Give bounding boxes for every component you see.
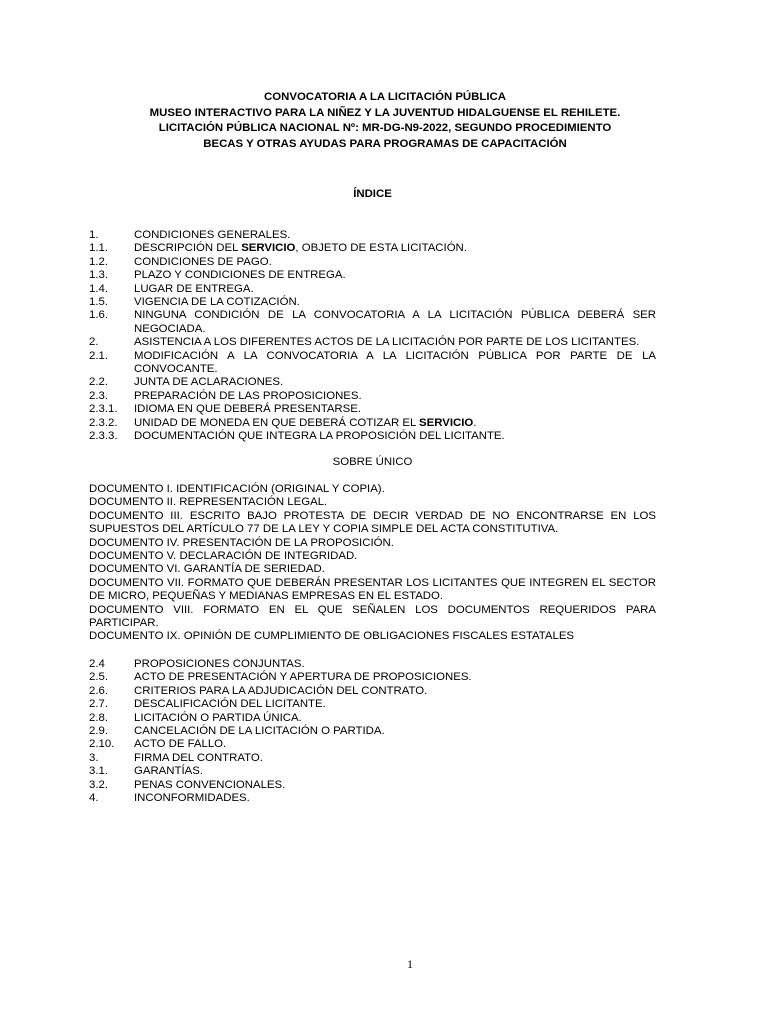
toc-entry-number: 2.1. <box>89 349 108 362</box>
toc-entry <box>89 242 656 255</box>
toc-entry-text: LUGAR DE ENTREGA. <box>134 282 254 295</box>
toc-entry <box>89 269 656 282</box>
toc-entry-text: IDIOMA EN QUE DEBERÁ PRESENTARSE. <box>134 403 362 416</box>
toc-entry-text: PENAS CONVENCIONALES. <box>134 778 286 791</box>
toc-entry <box>89 712 656 725</box>
toc-entry-number: 2.6. <box>89 684 108 697</box>
toc-entry-text: PLAZO Y CONDICIONES DE ENTREGA. <box>134 269 346 282</box>
document-item: DOCUMENTO IX. OPINIÓN DE CUMPLIMIENTO DE OBLIGACIONES FISCALES ESTATALES <box>89 630 575 643</box>
toc-entry-number: 2.8. <box>89 711 108 724</box>
toc-entry-number: 3.2. <box>89 778 108 791</box>
toc-entry-text <box>134 417 656 430</box>
toc-entry-number: 2.4 <box>89 658 105 670</box>
toc-entry-number: 2.3.3. <box>89 430 118 443</box>
toc-entry-text: CANCELACIÓN DE LA LICITACIÓN O PARTIDA. <box>134 725 385 738</box>
toc-entry-text: VIGENCIA DE LA COTIZACIÓN. <box>134 296 300 309</box>
toc-entry-bold-term: SERVICIO <box>419 416 474 429</box>
toc-entry-number: 2.3. <box>89 389 108 402</box>
toc-entry <box>89 671 656 684</box>
toc-entry <box>89 296 656 309</box>
document-list <box>89 483 656 644</box>
toc-entry-number: 2.5. <box>89 671 108 684</box>
toc-entry-text: MODIFICACIÓN A LA CONVOCATORIA A LA LICITACIÓN PÚBLICA POR PARTE DE LA CONVOCANTE. <box>134 349 656 376</box>
toc-entry <box>89 390 656 403</box>
toc-entry-text: LICITACIÓN O PARTIDA ÚNICA. <box>134 711 302 724</box>
document-item: DOCUMENTO VI. GARANTÍA DE SERIEDAD. <box>89 563 325 576</box>
toc-entry-text: CRITERIOS PARA LA ADJUDICACIÓN DEL CONTRATO. <box>134 684 428 697</box>
document-item: DOCUMENTO I. IDENTIFICACIÓN (ORIGINAL Y COPIA). <box>89 483 385 495</box>
table-of-contents-part2 <box>89 658 656 805</box>
toc-entry <box>89 698 656 711</box>
toc-entry-text-post: . <box>473 416 477 429</box>
toc-entry-number: 2.3.2. <box>89 416 118 429</box>
toc-entry-number: 2. <box>89 336 99 349</box>
toc-entry-number: 2.10. <box>89 738 115 751</box>
toc-entry-number: 1.6. <box>89 309 108 322</box>
header-subject: BECAS Y OTRAS AYUDAS PARA PROGRAMAS DE CAPACITACIÓN <box>203 137 567 150</box>
toc-entry <box>89 725 656 738</box>
header-institution: MUSEO INTERACTIVO PARA LA NIÑEZ Y LA JUVENTUD HIDALGUENSE EL REHILETE. <box>149 106 621 119</box>
toc-entry <box>89 417 656 430</box>
toc-entry <box>89 376 656 389</box>
page-number: 1 <box>407 957 413 971</box>
toc-entry-text <box>134 242 656 255</box>
toc-entry <box>89 309 656 336</box>
header-title: CONVOCATORIA A LA LICITACIÓN PÚBLICA <box>264 91 506 103</box>
toc-entry <box>89 283 656 296</box>
document-item: DOCUMENTO V. DECLARACIÓN DE INTEGRIDAD. <box>89 550 358 563</box>
toc-entry-text: FIRMA DEL CONTRATO. <box>134 751 263 764</box>
toc-entry-text: DESCALIFICACIÓN DEL LICITANTE. <box>134 698 326 711</box>
toc-entry-number: 3. <box>89 751 99 764</box>
toc-entry <box>89 752 656 765</box>
toc-entry-number: 1.1. <box>89 242 108 255</box>
toc-entry-text: INCONFORMIDADES. <box>134 792 250 805</box>
toc-entry <box>89 738 656 751</box>
table-of-contents-part1 <box>89 229 656 444</box>
index-title: ÍNDICE <box>353 188 392 200</box>
toc-entry-number: 2.2. <box>89 376 108 389</box>
toc-entry-number: 3.1. <box>89 765 108 778</box>
toc-entry-number: 1.3. <box>89 269 108 282</box>
toc-entry <box>89 685 656 698</box>
document-item: DOCUMENTO III. ESCRITO BAJO PROTESTA DE DECIR VERDAD DE NO ENCONTRARSE EN LOS SUPUESTOS DEL ARTÍCULO 77 DE LA LEY Y COPIA SIMPLE DEL ACTA CONSTITUTIVA. <box>89 509 656 536</box>
toc-entry-text: DOCUMENTACIÓN QUE INTEGRA LA PROPOSICIÓN DEL LICITANTE. <box>134 430 505 443</box>
toc-entry-text: PREPARACIÓN DE LAS PROPOSICIONES. <box>134 389 362 402</box>
toc-entry-text: ACTO DE FALLO. <box>134 738 227 751</box>
toc-entry <box>89 430 656 443</box>
toc-entry-number: 4. <box>89 792 99 805</box>
toc-entry-number: 1.4. <box>89 282 108 295</box>
toc-entry-text: JUNTA DE ACLARACIONES. <box>134 376 284 389</box>
toc-entry-text-pre: DESCRIPCIÓN DEL <box>134 242 242 255</box>
document-header <box>0 90 770 152</box>
toc-entry-number: 1.5. <box>89 296 108 309</box>
toc-entry-bold-term: SERVICIO <box>241 242 296 255</box>
toc-entry-number: 1. <box>89 229 99 241</box>
toc-entry-text: PROPOSICIONES CONJUNTAS. <box>134 658 305 670</box>
toc-entry <box>89 256 656 269</box>
toc-entry-text: CONDICIONES DE PAGO. <box>134 255 272 268</box>
toc-entry-number: 2.9. <box>89 725 108 738</box>
toc-entry <box>89 658 656 671</box>
toc-entry-text-post: , OBJETO DE ESTA LICITACIÓN. <box>295 242 467 255</box>
document-item: DOCUMENTO II. REPRESENTACIÓN LEGAL. <box>89 496 328 509</box>
toc-entry <box>89 403 656 416</box>
toc-entry <box>89 765 656 778</box>
toc-entry <box>89 336 656 349</box>
toc-entry-text: NINGUNA CONDICIÓN DE LA CONVOCATORIA A LA LICITACIÓN PÚBLICA DEBERÁ SER NEGOCIADA. <box>134 309 656 335</box>
toc-entry <box>89 229 656 242</box>
toc-entry-text: GARANTÍAS. <box>134 765 203 778</box>
sobre-unico-heading: SOBRE ÚNICO <box>332 456 413 468</box>
toc-entry-text: ASISTENCIA A LOS DIFERENTES ACTOS DE LA LICITACIÓN POR PARTE DE LOS LICITANTES. <box>134 336 640 349</box>
toc-entry-number: 2.3.1. <box>89 403 118 416</box>
toc-entry-number: 2.7. <box>89 698 108 711</box>
toc-entry <box>89 779 656 792</box>
toc-entry <box>89 350 656 377</box>
toc-entry-text-pre: UNIDAD DE MONEDA EN QUE DEBERÁ COTIZAR EL <box>134 416 420 429</box>
header-tender-number: LICITACIÓN PÚBLICA NACIONAL Nº: MR-DG-N9-2022, SEGUNDO PROCEDIMIENTO <box>158 122 612 134</box>
document-item: DOCUMENTO VIII. FORMATO EN EL QUE SEÑALEN LOS DOCUMENTOS REQUERIDOS PARA PARTICIPAR. <box>89 603 656 630</box>
document-item: DOCUMENTO VII. FORMATO QUE DEBERÁN PRESENTAR LOS LICITANTES QUE INTEGREN EL SECTOR DE MICRO, PEQUEÑAS Y MEDIANAS EMPRESAS EN EL ESTADO. <box>89 576 656 603</box>
toc-entry <box>89 792 656 805</box>
toc-entry-text: CONDICIONES GENERALES. <box>134 229 291 241</box>
toc-entry-number: 1.2. <box>89 255 108 268</box>
document-item: DOCUMENTO IV. PRESENTACIÓN DE LA PROPOSICIÓN. <box>89 536 394 549</box>
toc-entry-text: ACTO DE PRESENTACIÓN Y APERTURA DE PROPOSICIONES. <box>134 671 472 684</box>
